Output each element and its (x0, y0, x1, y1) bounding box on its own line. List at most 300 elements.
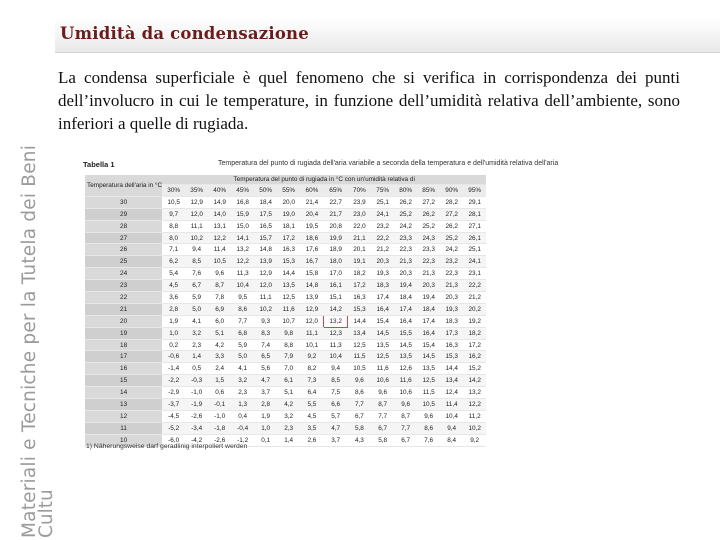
humidity-header-cell: 55% (277, 185, 300, 197)
dew-point-cell: 8,2 (300, 363, 324, 375)
dew-point-cell: 1,4 (185, 351, 208, 363)
dew-point-cell: 13,9 (254, 256, 277, 268)
dew-point-cell: 15,3 (277, 256, 300, 268)
dew-point-cell: -4,2 (185, 434, 208, 446)
humidity-header-cell: 45% (231, 185, 254, 197)
table-description: Temperatura del punto di rugiada dell'aria variabile a seconda della temperatura e dell'umidità relativa dell'aria (218, 160, 559, 167)
dew-point-cell: 18,4 (254, 196, 277, 208)
dew-point-cell: 11,4 (440, 399, 463, 411)
dew-point-cell: -0,3 (185, 375, 208, 387)
air-temperature-cell: 21 (85, 303, 162, 315)
dew-point-cell: 14,2 (463, 375, 486, 387)
dew-point-cell: 4,5 (162, 280, 185, 292)
dew-point-cell: 2,8 (162, 303, 185, 315)
table-row (85, 208, 486, 220)
dew-point-cell: 27,2 (440, 208, 463, 220)
humidity-header-cell: 85% (417, 185, 440, 197)
dew-point-cell: 21,2 (371, 244, 394, 256)
air-temperature-cell: 14 (85, 387, 162, 399)
dew-point-cell: 6,0 (208, 315, 231, 327)
dew-point-cell: 11,6 (371, 363, 394, 375)
dew-point-cell: -5,2 (162, 422, 185, 434)
air-temperature-cell: 12 (85, 410, 162, 422)
dew-point-cell: 10,5 (162, 196, 185, 208)
air-temperature-cell: 19 (85, 327, 162, 339)
dew-point-cell: 6,7 (185, 280, 208, 292)
dew-point-cell: 21,3 (440, 280, 463, 292)
dew-point-cell: 15,1 (324, 292, 348, 304)
dew-point-cell: -2,6 (185, 410, 208, 422)
dew-point-cell: -1,2 (231, 434, 254, 446)
dew-point-cell: 26,2 (440, 220, 463, 232)
dew-point-cell: 23,2 (371, 220, 394, 232)
dew-point-cell: 16,1 (324, 280, 348, 292)
dew-point-cell: 9,4 (440, 422, 463, 434)
dew-point-cell: 7,7 (371, 410, 394, 422)
table-row (85, 292, 486, 304)
dew-point-cell: -1,9 (185, 399, 208, 411)
table-row (85, 196, 486, 208)
table-row (85, 399, 486, 411)
dew-point-cell: 4,3 (348, 434, 372, 446)
dew-point-cell: 1,5 (208, 375, 231, 387)
dew-point-cell: 28,2 (440, 196, 463, 208)
dew-point-cell: 19,4 (394, 280, 417, 292)
dew-point-cell: 7,7 (348, 399, 372, 411)
air-temperature-cell: 20 (85, 315, 162, 327)
table-row (85, 363, 486, 375)
dew-point-cell: 7,6 (417, 434, 440, 446)
dew-point-cell: 24,3 (417, 232, 440, 244)
dew-point-cell: 2,3 (185, 339, 208, 351)
dew-point-cell: 23,9 (348, 196, 372, 208)
dew-point-cell: 11,3 (324, 339, 348, 351)
dew-point-cell: 20,3 (417, 280, 440, 292)
dew-point-cell: 19,0 (277, 208, 300, 220)
dew-point-cell: 17,5 (254, 208, 277, 220)
table-row (85, 220, 486, 232)
dew-point-cell: 25,2 (440, 232, 463, 244)
dew-point-cell: -1,0 (185, 387, 208, 399)
dew-point-cell: -6,0 (162, 434, 185, 446)
air-temperature-cell: 29 (85, 208, 162, 220)
dew-point-cell: 18,3 (371, 280, 394, 292)
table-row (85, 410, 486, 422)
dew-point-cell: 18,4 (394, 292, 417, 304)
dew-point-cell: 16,3 (277, 244, 300, 256)
dew-point-cell: 22,2 (371, 232, 394, 244)
dew-point-cell: 14,5 (371, 327, 394, 339)
dew-point-cell: 12,4 (440, 387, 463, 399)
dew-point-cell: 1,0 (254, 422, 277, 434)
dew-point-cell: 18,2 (463, 327, 486, 339)
dew-point-cell: 10,2 (463, 422, 486, 434)
air-temperature-cell: 25 (85, 256, 162, 268)
dew-point-cell: 16,4 (394, 315, 417, 327)
dew-point-cell: 15,5 (394, 327, 417, 339)
dew-point-cell: 12,5 (277, 292, 300, 304)
dew-point-cell: 18,4 (417, 303, 440, 315)
dew-point-cell: 20,3 (394, 268, 417, 280)
air-temperature-cell: 23 (85, 280, 162, 292)
dew-point-cell: 21,4 (300, 196, 324, 208)
air-temperature-cell: 16 (85, 363, 162, 375)
dew-point-cell: 5,8 (371, 434, 394, 446)
dew-point-cell: 19,3 (371, 268, 394, 280)
dew-point-cell: 12,9 (300, 303, 324, 315)
table-row (85, 327, 486, 339)
dew-point-cell: 10,5 (348, 363, 372, 375)
dew-point-cell: 5,0 (231, 351, 254, 363)
slide-title: Umidità da condensazione (60, 24, 309, 43)
dew-point-cell: 13,2 (231, 244, 254, 256)
humidity-header-cell: 65% (324, 185, 348, 197)
humidity-header-cell: 60% (300, 185, 324, 197)
dew-point-cell: 14,5 (417, 351, 440, 363)
dew-point-cell: 20,3 (371, 256, 394, 268)
dew-point-cell: 18,0 (324, 256, 348, 268)
dew-point-cell: 13,5 (371, 339, 394, 351)
table-row (85, 256, 486, 268)
dew-point-cell: 4,7 (254, 375, 277, 387)
dew-point-cell: 14,5 (394, 339, 417, 351)
air-temperature-cell: 22 (85, 292, 162, 304)
dew-point-cell: 15,3 (348, 303, 372, 315)
dew-point-cell: 17,6 (300, 244, 324, 256)
dew-point-table (85, 175, 486, 447)
dew-point-cell: 14,8 (254, 244, 277, 256)
table-row (85, 351, 486, 363)
dew-point-cell: 17,4 (394, 303, 417, 315)
dew-point-cell: 9,2 (300, 351, 324, 363)
dew-point-cell: 9,6 (394, 399, 417, 411)
dew-point-cell: 8,7 (394, 410, 417, 422)
dew-point-cell: 7,1 (162, 244, 185, 256)
dew-point-cell: 16,3 (348, 292, 372, 304)
air-temperature-cell: 10 (85, 434, 162, 446)
dew-point-cell: 5,6 (254, 363, 277, 375)
dew-point-cell: 9,6 (371, 387, 394, 399)
dew-point-cell: 11,2 (463, 410, 486, 422)
dew-point-cell: 3,2 (185, 327, 208, 339)
dew-point-cell: 15,4 (371, 315, 394, 327)
dew-point-cell: 5,7 (324, 410, 348, 422)
dew-point-cell: 4,7 (324, 422, 348, 434)
dew-point-cell: 3,3 (208, 351, 231, 363)
dew-point-cell: 13,1 (208, 220, 231, 232)
dew-point-cell: 5,9 (185, 292, 208, 304)
dew-point-cell: 13,5 (277, 280, 300, 292)
dew-point-cell: 17,0 (324, 268, 348, 280)
dew-point-table-figure (80, 160, 680, 455)
table-row (85, 244, 486, 256)
air-temperature-cell: 17 (85, 351, 162, 363)
dew-point-cell: 2,4 (208, 363, 231, 375)
table-row (85, 387, 486, 399)
dew-point-cell: 16,3 (440, 339, 463, 351)
dew-point-cell: 6,7 (348, 410, 372, 422)
dew-point-cell: 12,5 (371, 351, 394, 363)
dew-point-cell: 7,0 (277, 363, 300, 375)
slide-paragraph: La condensa superficiale è quel fenomeno che si verifica in corrispondenza dei punti dell’involucro in cui le temperature, in funzione dell’umidità relativa dell’ambiente, sono inferiori a quelle di rugiada. (58, 68, 680, 133)
dew-point-cell: -1,0 (208, 410, 231, 422)
dew-point-cell: 2,6 (300, 434, 324, 446)
dew-point-cell: 8,6 (417, 422, 440, 434)
dew-point-cell: 19,4 (417, 292, 440, 304)
dew-point-cell: 13,9 (300, 292, 324, 304)
dew-point-cell: 3,7 (254, 387, 277, 399)
air-temperature-cell: 26 (85, 244, 162, 256)
dew-point-cell: 26,1 (463, 232, 486, 244)
dew-point-cell: 28,1 (463, 208, 486, 220)
table-caption: Tabella 1 (83, 160, 115, 169)
dew-point-cell: 0,4 (231, 410, 254, 422)
dew-point-cell: 14,2 (324, 303, 348, 315)
dew-point-cell: 22,2 (463, 280, 486, 292)
dew-point-cell: 17,2 (277, 232, 300, 244)
dew-point-cell: 5,1 (277, 387, 300, 399)
humidity-header-cell: 40% (208, 185, 231, 197)
dew-point-cell: 16,5 (254, 220, 277, 232)
dew-point-cell: 7,7 (394, 422, 417, 434)
table-row (85, 422, 486, 434)
dew-point-cell: 6,7 (394, 434, 417, 446)
dew-point-cell: -2,2 (162, 375, 185, 387)
dew-point-cell: 19,1 (348, 256, 372, 268)
dew-point-cell: 15,4 (417, 339, 440, 351)
dew-point-cell: 12,5 (417, 375, 440, 387)
dew-point-cell: -1,4 (162, 363, 185, 375)
dew-point-cell: 7,8 (208, 292, 231, 304)
dew-point-cell: 8,8 (162, 220, 185, 232)
dew-point-cell: -0,4 (231, 422, 254, 434)
dew-point-cell: 11,1 (254, 292, 277, 304)
dew-point-cell: 12,0 (185, 208, 208, 220)
humidity-header-cell: 75% (371, 185, 394, 197)
dew-point-cell: 1,3 (231, 399, 254, 411)
dew-point-cell: 22,3 (440, 268, 463, 280)
dew-point-cell: 4,1 (231, 363, 254, 375)
dew-point-cell: 0,5 (185, 363, 208, 375)
dew-point-cell: 14,8 (300, 280, 324, 292)
dew-point-cell: 13,5 (394, 351, 417, 363)
dew-point-cell: 11,5 (348, 351, 372, 363)
dew-point-cell: 15,8 (300, 268, 324, 280)
dew-point-cell: 14,9 (208, 196, 231, 208)
dew-point-cell: 11,1 (185, 220, 208, 232)
dew-point-cell: 10,5 (208, 256, 231, 268)
dew-point-cell: 23,1 (463, 268, 486, 280)
dew-point-cell: 21,2 (463, 292, 486, 304)
sidebar-title-line1: Materiali e Tecniche per la Tutela dei Beni (19, 144, 40, 538)
dew-point-cell: 1,9 (254, 410, 277, 422)
dew-point-cell: 6,1 (277, 375, 300, 387)
table-row (85, 303, 486, 315)
dew-point-cell: 13,4 (440, 375, 463, 387)
dew-point-cell: 10,2 (185, 232, 208, 244)
dew-point-cell: 22,3 (394, 244, 417, 256)
dew-point-cell: 21,1 (348, 232, 372, 244)
dew-point-cell: 8,6 (348, 387, 372, 399)
dew-point-cell: 12,0 (254, 280, 277, 292)
dew-point-cell: 15,3 (440, 351, 463, 363)
dew-point-cell: 6,8 (231, 327, 254, 339)
dew-point-cell: 12,6 (394, 363, 417, 375)
humidity-header-cell: 70% (348, 185, 372, 197)
dew-point-cell: 13,4 (348, 327, 372, 339)
dew-point-cell: 5,8 (348, 422, 372, 434)
dew-point-cell: 3,6 (162, 292, 185, 304)
dew-point-cell: 12,3 (324, 327, 348, 339)
air-temperature-cell: 13 (85, 399, 162, 411)
dew-point-cell: 13,5 (417, 363, 440, 375)
humidity-header-cell: 95% (463, 185, 486, 197)
dew-point-cell: 23,3 (417, 244, 440, 256)
humidity-header-cell: 50% (254, 185, 277, 197)
dew-point-cell: 20,8 (324, 220, 348, 232)
vertical-sidebar-title (0, 0, 57, 540)
dew-point-cell: 18,6 (300, 232, 324, 244)
dew-point-cell: 6,4 (300, 387, 324, 399)
table-row (85, 280, 486, 292)
dew-point-cell: 29,1 (463, 196, 486, 208)
dew-point-cell: 18,9 (324, 244, 348, 256)
dew-point-cell: 9,4 (185, 244, 208, 256)
dew-point-cell: 9,6 (417, 410, 440, 422)
dew-point-cell: 17,4 (417, 315, 440, 327)
dew-point-cell: 7,3 (300, 375, 324, 387)
dew-point-cell: 22,3 (417, 256, 440, 268)
dew-point-cell: 15,9 (231, 208, 254, 220)
dew-point-cell: 17,2 (463, 339, 486, 351)
air-temperature-cell: 30 (85, 196, 162, 208)
dew-point-cell: -2,6 (208, 434, 231, 446)
dew-point-cell: 10,7 (277, 315, 300, 327)
dew-point-cell: -3,7 (162, 399, 185, 411)
dew-point-cell: 1,0 (162, 327, 185, 339)
dew-point-cell: 2,3 (277, 422, 300, 434)
dew-point-cell: 3,5 (300, 422, 324, 434)
dew-point-cell: 8,7 (208, 280, 231, 292)
dew-point-cell: 8,0 (162, 232, 185, 244)
dew-point-cell: 8,4 (440, 434, 463, 446)
dew-point-cell: -2,9 (162, 387, 185, 399)
dew-point-cell: 24,2 (440, 244, 463, 256)
dew-point-cell: 2,8 (254, 399, 277, 411)
dew-point-cell: 10,2 (254, 303, 277, 315)
table-corner-header: Temperatura dell'aria in °C (85, 175, 162, 196)
dew-point-cell: 6,9 (208, 303, 231, 315)
dew-point-cell: 4,2 (277, 399, 300, 411)
dew-point-cell: 11,6 (394, 375, 417, 387)
dew-point-cell: 9,2 (463, 434, 486, 446)
dew-point-cell: 21,7 (324, 208, 348, 220)
dew-point-cell: 15,2 (463, 363, 486, 375)
dew-point-cell: 17,4 (371, 292, 394, 304)
dew-point-cell: 23,3 (394, 232, 417, 244)
dew-point-cell: 12,9 (185, 196, 208, 208)
dew-point-cell: 15,7 (254, 232, 277, 244)
dew-point-cell: 12,5 (348, 339, 372, 351)
dew-point-cell: 9,5 (231, 292, 254, 304)
dew-point-cell: 6,6 (324, 399, 348, 411)
dew-point-cell: 5,1 (208, 327, 231, 339)
dew-point-cell: 19,5 (300, 220, 324, 232)
dew-point-cell: 4,1 (185, 315, 208, 327)
dew-point-cell: 3,2 (231, 375, 254, 387)
dew-point-cell: 16,4 (371, 303, 394, 315)
dew-point-cell: 9,6 (208, 268, 231, 280)
dew-point-cell: 7,9 (277, 351, 300, 363)
dew-point-cell: 12,2 (463, 399, 486, 411)
dew-point-cell: 7,4 (254, 339, 277, 351)
dew-point-cell: 3,7 (324, 434, 348, 446)
humidity-header-cell: 35% (185, 185, 208, 197)
dew-point-cell: 15,0 (231, 220, 254, 232)
dew-point-cell: 14,4 (277, 268, 300, 280)
dew-point-cell: 12,2 (231, 256, 254, 268)
dew-point-cell: 20,3 (440, 292, 463, 304)
dew-point-cell: 16,8 (231, 196, 254, 208)
dew-point-cell: 13,2 (463, 387, 486, 399)
dew-point-cell: 6,2 (162, 256, 185, 268)
dew-point-cell: 5,0 (185, 303, 208, 315)
dew-point-cell: 12,9 (254, 268, 277, 280)
dew-point-cell: 14,4 (348, 315, 372, 327)
dew-point-cell: 14,1 (231, 232, 254, 244)
dew-point-cell: 16,2 (463, 351, 486, 363)
dew-point-cell: -0,1 (208, 399, 231, 411)
dew-point-cell: -1,8 (208, 422, 231, 434)
dew-point-cell: 25,2 (394, 208, 417, 220)
dew-point-cell: 4,5 (300, 410, 324, 422)
dew-point-cell: 11,1 (300, 327, 324, 339)
dew-point-cell: 11,4 (208, 244, 231, 256)
dew-point-cell: 1,9 (162, 315, 185, 327)
dew-point-cell: 9,3 (254, 315, 277, 327)
table-row (85, 315, 486, 327)
dew-point-cell: 10,5 (417, 399, 440, 411)
dew-point-cell: 7,5 (324, 387, 348, 399)
dew-point-cell: 7,7 (231, 315, 254, 327)
air-temperature-cell: 28 (85, 220, 162, 232)
dew-point-cell: 21,3 (417, 268, 440, 280)
table-row (85, 339, 486, 351)
dew-point-cell: 16,4 (417, 327, 440, 339)
air-temperature-cell: 24 (85, 268, 162, 280)
dew-point-cell: 5,4 (162, 268, 185, 280)
dew-point-cell: 10,4 (324, 351, 348, 363)
dew-point-cell: 27,2 (417, 196, 440, 208)
dew-point-cell: 25,1 (463, 244, 486, 256)
dew-point-cell: 19,3 (440, 303, 463, 315)
humidity-header-cell: 80% (394, 185, 417, 197)
dew-point-cell: 18,3 (440, 315, 463, 327)
dew-point-cell: 1,4 (277, 434, 300, 446)
dew-point-cell: 8,5 (185, 256, 208, 268)
dew-point-cell: 26,2 (394, 196, 417, 208)
table-body (85, 196, 486, 446)
dew-point-cell: 20,0 (277, 196, 300, 208)
dew-point-cell: 2,3 (231, 387, 254, 399)
dew-point-cell: -0,6 (162, 351, 185, 363)
dew-point-cell: 23,0 (348, 208, 372, 220)
dew-point-cell: 18,2 (348, 268, 372, 280)
table-row (85, 375, 486, 387)
dew-point-cell: 24,1 (463, 256, 486, 268)
dew-point-cell: 11,3 (231, 268, 254, 280)
dew-point-cell: 20,1 (348, 244, 372, 256)
